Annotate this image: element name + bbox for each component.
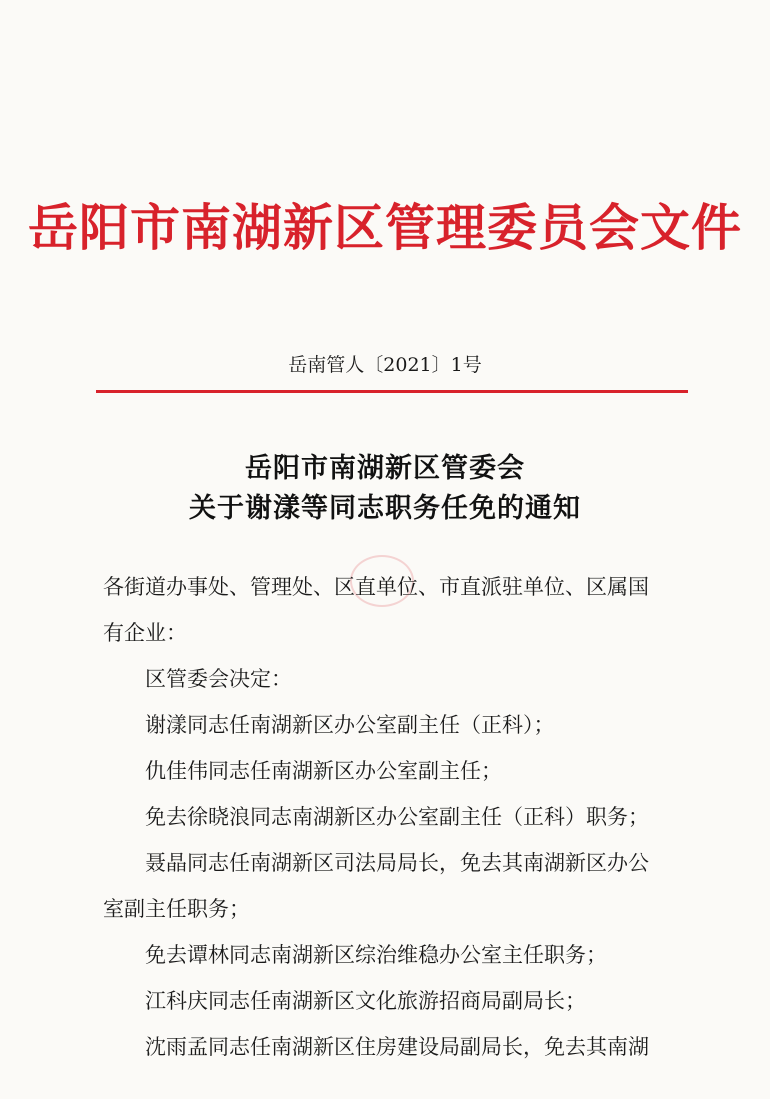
document-header-title: 岳阳市南湖新区管理委员会文件 — [28, 198, 742, 257]
body-line-recipients: 各街道办事处、管理处、区直单位、市直派驻单位、区属国 — [103, 575, 649, 599]
document-number: 岳南管人〔2021〕1号 — [288, 354, 482, 376]
notice-title-line1: 岳阳市南湖新区管委会 — [245, 453, 525, 484]
body-line-item-2: 仇佳伟同志任南湖新区办公室副主任； — [145, 759, 502, 783]
body-line-recipients-cont: 有企业： — [103, 621, 187, 645]
body-line-item-7: 沈雨孟同志任南湖新区住房建设局副局长，免去其南湖 — [145, 1035, 649, 1059]
body-line-decision: 区管委会决定： — [145, 667, 292, 691]
body-line-item-3: 免去徐晓浪同志南湖新区办公室副主任（正科）职务； — [145, 805, 649, 829]
notice-title-line2: 关于谢漾等同志职务任免的通知 — [189, 493, 581, 524]
body-line-item-5: 免去谭林同志南湖新区综治维稳办公室主任职务； — [145, 943, 607, 967]
body-line-item-4-cont: 室副主任职务； — [103, 897, 250, 921]
red-divider-line — [96, 390, 688, 393]
body-line-item-6: 江科庆同志任南湖新区文化旅游招商局副局长； — [145, 989, 586, 1013]
body-line-item-4: 聂晶同志任南湖新区司法局局长，免去其南湖新区办公 — [145, 851, 649, 875]
body-line-item-1: 谢漾同志任南湖新区办公室副主任（正科）； — [145, 713, 555, 737]
